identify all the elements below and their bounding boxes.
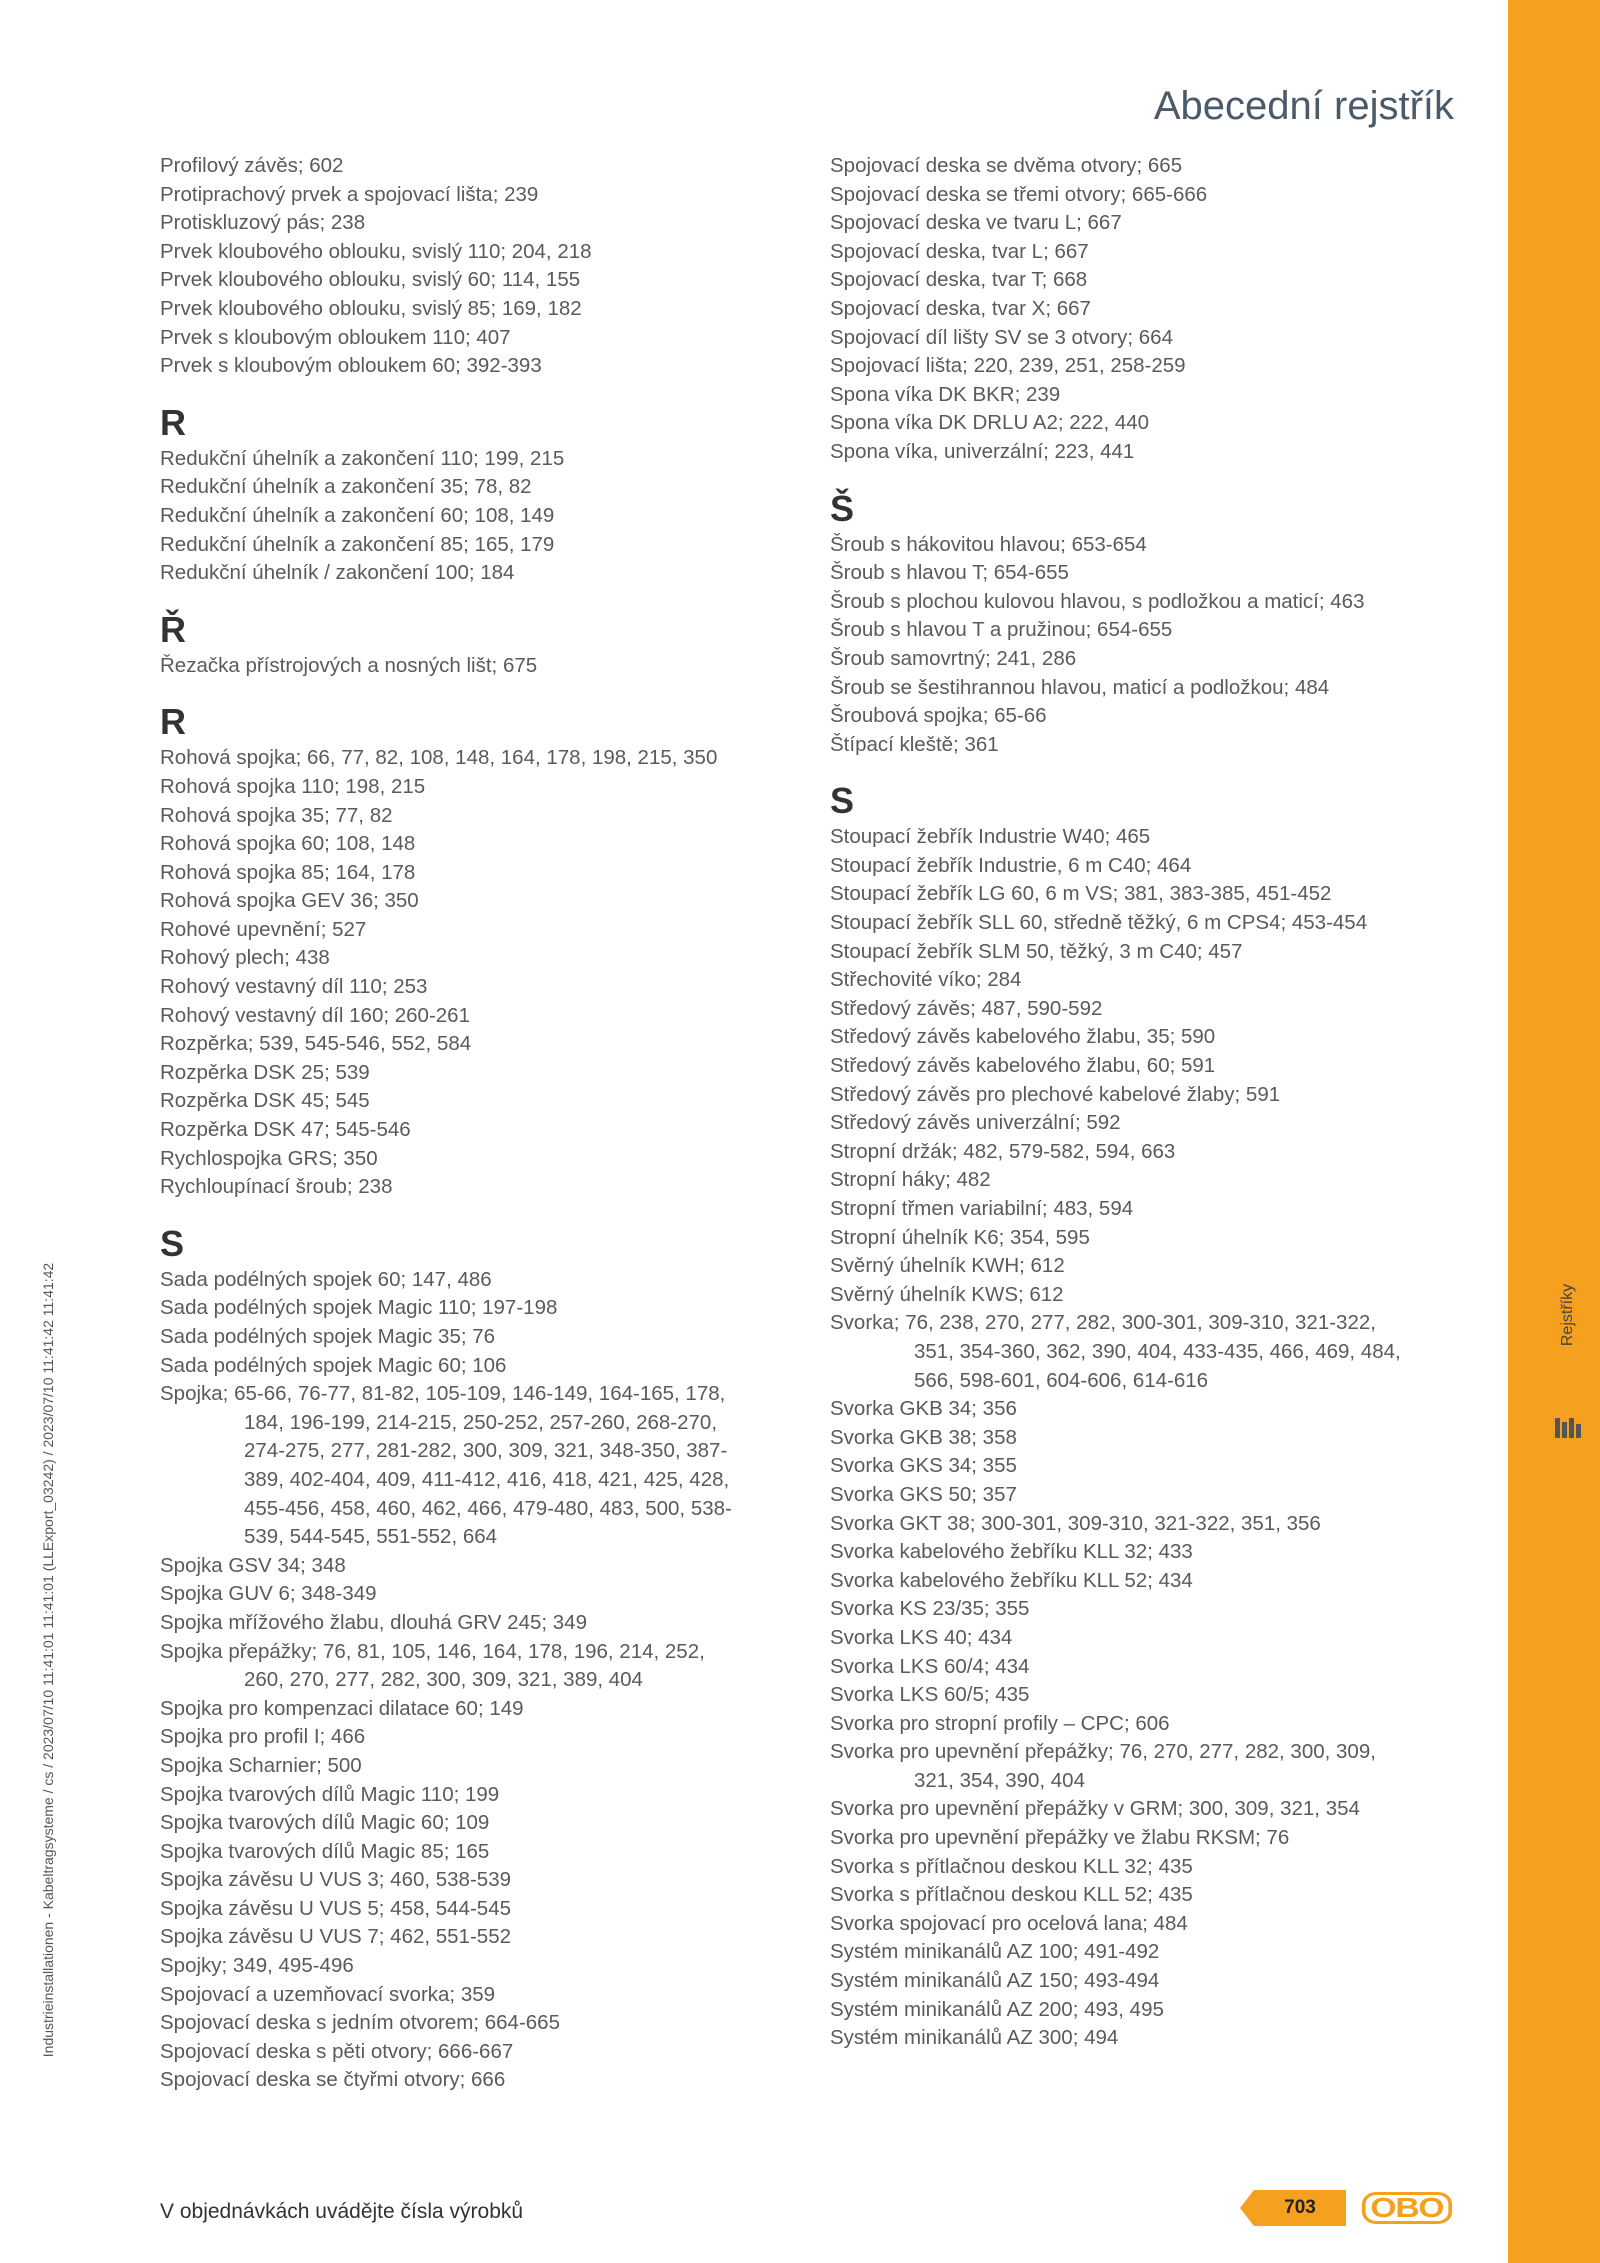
section-letter: S: [830, 780, 855, 822]
index-entry: [830, 1738, 1490, 1795]
index-entry: Prvek kloubového oblouku, svislý 85; 169, 182: [160, 296, 582, 320]
section-letter: Ř: [160, 608, 186, 650]
index-entry: Rohová spojka; 66, 77, 82, 108, 148, 164, 178, 198, 215, 350: [160, 746, 718, 770]
index-entry-line: Svorka pro upevnění přepážky; 76, 270, 277, 282, 300, 309,: [830, 1740, 1376, 1764]
section-letter: Š: [830, 487, 855, 529]
index-entry: Šroub s hlavou T a pružinou; 654-655: [830, 618, 1173, 642]
index-section: [830, 152, 1490, 467]
index-entry-line: 351, 354-360, 362, 390, 404, 433-435, 466, 469, 484,: [914, 1339, 1401, 1363]
index-entry: Spojovací deska, tvar T; 668: [830, 268, 1088, 292]
index-entry: Šroub s hlavou T; 654-655: [830, 561, 1069, 585]
index-entry: Rohový plech; 438: [160, 946, 330, 970]
index-entry: Svěrný úhelník KWS; 612: [830, 1282, 1064, 1306]
index-entry: Protiskluzový pás; 238: [160, 211, 366, 235]
index-entry: Stoupací žebřík Industrie W40; 465: [830, 825, 1151, 849]
index-entry: Spojovací deska, tvar L; 667: [830, 239, 1089, 263]
index-entry-line: 321, 354, 390, 404: [914, 1768, 1085, 1792]
index-entry: Spojovací deska se čtyřmi otvory; 666: [160, 2068, 506, 2092]
index-entry: Svorka LKS 60/4; 434: [830, 1654, 1030, 1678]
index-entry: Prvek s kloubovým obloukem 60; 392-393: [160, 354, 542, 378]
index-entry: Stropní třmen variabilní; 483, 594: [830, 1197, 1134, 1220]
index-section: [160, 152, 800, 381]
section-letter: R: [160, 701, 186, 743]
index-entry: Systém minikanálů AZ 200; 493, 495: [830, 1997, 1164, 2021]
index-entry: Redukční úhelník a zakončení 35; 78, 82: [160, 475, 532, 499]
index-entry: Rohová spojka 110; 198, 215: [160, 774, 426, 798]
index-entry-line: 566, 598-601, 604-606, 614-616: [914, 1368, 1209, 1392]
index-section: [160, 610, 800, 681]
index-entry-line: 274-275, 277, 281-282, 300, 309, 321, 348-350, 387-: [244, 1439, 728, 1463]
index-entry: Stoupací žebřík SLM 50, těžký, 3 m C40; 457: [830, 939, 1243, 963]
index-entry: Rohové upevnění; 527: [160, 917, 367, 941]
page-number: 703: [1284, 2197, 1316, 2218]
index-entry: Šroub s hákovitou hlavou; 653-654: [830, 532, 1147, 556]
index-entry: Stropní držák; 482, 579-582, 594, 663: [830, 1139, 1176, 1163]
index-entry-line: Spojka přepážky; 76, 81, 105, 146, 164, 178, 196, 214, 252,: [160, 1639, 705, 1663]
document-info: Industrieinstallationen - Kabeltragsysteme / cs / 2023/07/10 11:41:01 11:41:01 (LLExport_03242) / 2023/07/10 11:41:42 11:41:42: [40, 1262, 56, 2058]
index-entry: Svorka GKB 34; 356: [830, 1397, 1017, 1421]
index-entry: Systém minikanálů AZ 300; 494: [830, 2026, 1119, 2050]
index-entry: Sada podélných spojek Magic 110; 197-198: [160, 1296, 558, 1320]
index-entry: [830, 1309, 1490, 1395]
index-entry: Spojovací deska s pěti otvory; 666-667: [160, 2039, 514, 2063]
section-letter: S: [160, 1222, 185, 1264]
index-entry: Redukční úhelník a zakončení 60; 108, 149: [160, 503, 555, 527]
index-entry: Systém minikanálů AZ 100; 491-492: [830, 1940, 1160, 1964]
index-entry-line: 539, 544-545, 551-552, 664: [244, 1525, 498, 1549]
index-entry-line: 260, 270, 277, 282, 300, 309, 321, 389, 404: [244, 1668, 643, 1692]
index-entry: Spojka mřížového žlabu, dlouhá GRV 245; 349: [160, 1610, 587, 1634]
index-entry: Redukční úhelník a zakončení 110; 199, 215: [160, 446, 565, 470]
index-entry: Svorka LKS 60/5; 435: [830, 1683, 1030, 1707]
index-entry: Spojka tvarových dílů Magic 60; 109: [160, 1811, 490, 1835]
index-entry: Rychlospojka GRS; 350: [160, 1146, 378, 1170]
index-entry: Spojka závěsu U VUS 5; 458, 544-545: [160, 1896, 511, 1920]
index-entry: Šroub s plochou kulovou hlavou, s podložkou a maticí; 463: [830, 589, 1365, 613]
index-entry: Střechovité víko; 284: [830, 968, 1022, 992]
index-entry: Svorka kabelového žebříku KLL 32; 433: [830, 1540, 1193, 1564]
index-entry: Svěrný úhelník KWH; 612: [830, 1254, 1065, 1278]
index-entry: Spojovací díl lišty SV se 3 otvory; 664: [830, 325, 1173, 349]
index-entry: Spojka závěsu U VUS 3; 460, 538-539: [160, 1868, 511, 1892]
index-entry: Spojka GSV 34; 348: [160, 1553, 346, 1577]
index-section: [830, 489, 1490, 760]
index-entry: Spojovací a uzemňovací svorka; 359: [160, 1982, 496, 2006]
index-entry: Rozpěrka; 539, 545-546, 552, 584: [160, 1032, 472, 1056]
index-entry: Stropní úhelník K6; 354, 595: [830, 1225, 1090, 1249]
page-title: Abecední rejstřík: [1153, 84, 1454, 128]
index-entry: Sada podélných spojek Magic 60; 106: [160, 1353, 507, 1377]
index-entry: Svorka spojovací pro ocelová lana; 484: [830, 1911, 1188, 1935]
index-entry: Prvek s kloubovým obloukem 110; 407: [160, 325, 511, 349]
index-entry: Spojka tvarových dílů Magic 110; 199: [160, 1782, 500, 1806]
sidebar-section-label: Rejstříky: [1559, 1283, 1576, 1347]
index-entry: Rohová spojka 85; 164, 178: [160, 860, 416, 884]
index-entry: Prvek kloubového oblouku, svislý 60; 114, 155: [160, 268, 581, 292]
index-entry: Redukční úhelník / zakončení 100; 184: [160, 561, 515, 585]
index-entry: Spojka pro profil I; 466: [160, 1725, 366, 1749]
logo-text: OBO: [1362, 2192, 1452, 2224]
index-entry: Svorka pro upevnění přepážky v GRM; 300, 309, 321, 354: [830, 1797, 1360, 1821]
index-entry: Prvek kloubového oblouku, svislý 110; 204, 218: [160, 239, 592, 263]
index-column-right: [830, 152, 1490, 2075]
index-entry: Středový závěs pro plechové kabelové žlaby; 591: [830, 1082, 1281, 1106]
index-entry: Řezačka přístrojových a nosných lišt; 675: [160, 653, 538, 677]
index-entry: Sada podélných spojek 60; 147, 486: [160, 1267, 492, 1291]
index-entry: Středový závěs kabelového žlabu, 35; 590: [830, 1025, 1216, 1049]
index-entry: Rohová spojka 60; 108, 148: [160, 832, 416, 856]
index-entry: Svorka s přítlačnou deskou KLL 32; 435: [830, 1854, 1193, 1878]
index-entry: Sada podélných spojek Magic 35; 76: [160, 1325, 496, 1348]
index-entry: Rohový vestavný díl 160; 260-261: [160, 1003, 470, 1027]
index-entry: Spojka závěsu U VUS 7; 462, 551-552: [160, 1925, 511, 1949]
index-entry: Stoupací žebřík LG 60, 6 m VS; 381, 383-385, 451-452: [830, 882, 1332, 906]
index-entry: Svorka s přítlačnou deskou KLL 52; 435: [830, 1883, 1193, 1907]
index-entry: Svorka pro upevnění přepážky ve žlabu RKSM; 76: [830, 1826, 1290, 1850]
index-entry: Spojovací lišta; 220, 239, 251, 258-259: [830, 354, 1186, 378]
index-entry: Štípací kleště; 361: [830, 732, 999, 756]
index-entry: Rohová spojka 35; 77, 82: [160, 803, 393, 827]
index-entry: Spona víka DK BKR; 239: [830, 382, 1061, 406]
index-entry: Středový závěs; 487, 590-592: [830, 996, 1103, 1020]
index-entry: Rohový vestavný díl 110; 253: [160, 975, 428, 999]
index-entry: Redukční úhelník a zakončení 85; 165, 179: [160, 532, 555, 556]
index-entry: Protiprachový prvek a spojovací lišta; 239: [160, 182, 539, 206]
index-entry-line: Spojka; 65-66, 76-77, 81-82, 105-109, 146-149, 164-165, 178,: [160, 1382, 726, 1406]
index-entry: Spojka pro kompenzaci dilatace 60; 149: [160, 1696, 524, 1720]
index-entry: Spojovací deska s jedním otvorem; 664-665: [160, 2011, 560, 2035]
index-entry-line: 184, 196-199, 214-215, 250-252, 257-260, 268-270,: [244, 1410, 718, 1434]
index-section: [160, 702, 800, 1202]
index-entry: Svorka GKB 38; 358: [830, 1425, 1017, 1449]
index-entry-line: 455-456, 458, 460, 462, 466, 479-480, 483, 500, 538-: [244, 1496, 732, 1520]
index-entry: Stoupací žebřík Industrie, 6 m C40; 464: [830, 853, 1192, 877]
index-entry: Středový závěs univerzální; 592: [830, 1111, 1121, 1135]
index-entry: Spojovací deska se třemi otvory; 665-666: [830, 182, 1208, 206]
index-entry: [160, 1380, 800, 1552]
index-entry: Spojka GUV 6; 348-349: [160, 1582, 377, 1606]
index-section: [830, 781, 1490, 2053]
index-entry: Rohová spojka GEV 36; 350: [160, 889, 419, 913]
index-entry: Šroubová spojka; 65-66: [830, 704, 1047, 728]
index-entry: Spojovací deska se dvěma otvory; 665: [830, 154, 1183, 177]
obo-logo: [1362, 2190, 1446, 2226]
index-section: [160, 1224, 800, 2095]
index-section: [160, 403, 800, 588]
index-entry: Spona víka DK DRLU A2; 222, 440: [830, 411, 1150, 435]
index-entry: [160, 1638, 800, 1695]
index-entry: Rychloupínací šroub; 238: [160, 1175, 393, 1199]
section-letter: R: [160, 401, 186, 443]
index-entry: Svorka GKT 38; 300-301, 309-310, 321-322, 351, 356: [830, 1511, 1321, 1535]
index-entry: Spojovací deska, tvar X; 667: [830, 296, 1091, 320]
index-entry: Spojka Scharnier; 500: [160, 1753, 362, 1777]
index-entry: Rozpěrka DSK 47; 545-546: [160, 1118, 411, 1142]
index-entry: Stoupací žebřík SLL 60, středně těžký, 6 m CPS4; 453-454: [830, 911, 1368, 935]
index-entry: Svorka pro stropní profily – CPC; 606: [830, 1711, 1170, 1735]
index-entry-line: Svorka; 76, 238, 270, 277, 282, 300-301, 309-310, 321-322,: [830, 1311, 1376, 1335]
index-entry: Stropní háky; 482: [830, 1168, 991, 1192]
footer-note: V objednávkách uvádějte čísla výrobků: [160, 2200, 524, 2223]
index-entry: Spona víka, univerzální; 223, 441: [830, 439, 1135, 463]
book-stack-icon: [1555, 1418, 1581, 1438]
index-entry: Spojky; 349, 495-496: [160, 1954, 354, 1978]
index-entry: Svorka kabelového žebříku KLL 52; 434: [830, 1568, 1193, 1592]
index-entry: Svorka GKS 50; 357: [830, 1482, 1017, 1506]
index-entry: Svorka GKS 34; 355: [830, 1454, 1017, 1478]
index-entry: Systém minikanálů AZ 150; 493-494: [830, 1969, 1160, 1993]
index-entry: Svorka LKS 40; 434: [830, 1625, 1013, 1649]
index-entry: Středový závěs kabelového žlabu, 60; 591: [830, 1054, 1216, 1078]
index-entry: Spojka tvarových dílů Magic 85; 165: [160, 1839, 490, 1863]
index-entry: Spojovací deska ve tvaru L; 667: [830, 211, 1122, 235]
index-entry: Šroub se šestihrannou hlavou, maticí a podložkou; 484: [830, 675, 1330, 699]
index-entry: Šroub samovrtný; 241, 286: [830, 646, 1077, 670]
index-column-left: [160, 152, 800, 2117]
index-entry: Profilový závěs; 602: [160, 154, 344, 177]
index-entry: Svorka KS 23/35; 355: [830, 1597, 1030, 1621]
index-entry-line: 389, 402-404, 409, 411-412, 416, 418, 421, 425, 428,: [244, 1467, 730, 1491]
side-accent-bar: [1508, 0, 1600, 2263]
index-entry: Rozpěrka DSK 25; 539: [160, 1060, 370, 1084]
index-entry: Rozpěrka DSK 45; 545: [160, 1089, 370, 1113]
